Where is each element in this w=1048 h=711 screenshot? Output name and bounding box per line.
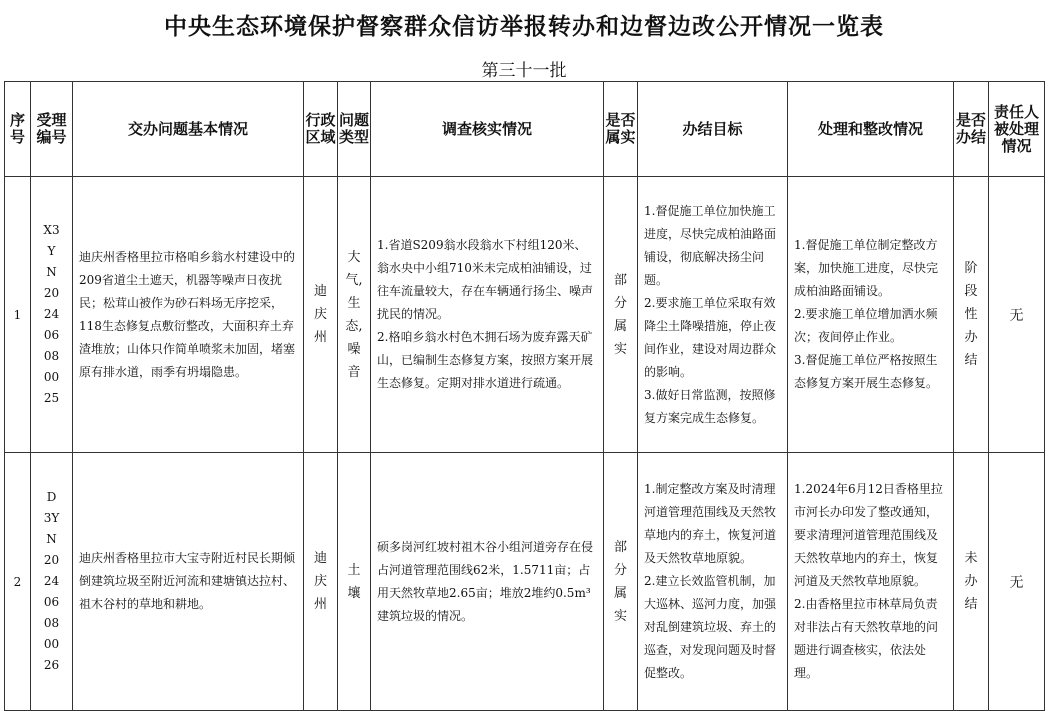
batch-subtitle: 第三十一批	[481, 61, 567, 81]
investigation-item: 1.省道S209翁水段翁水下村组120米、翁水央中小组710米未完成柏油铺设，过往车流量较大，存在车辆通行扬尘、噪声扰民的情况。	[377, 238, 594, 321]
row-closed: 阶段性办结	[954, 177, 989, 453]
goal-item: 1.督促施工单位加快施工进度，尽快完成柏油路面铺设，彻底解决扬尘问题。	[644, 203, 777, 287]
header-issue: 交办问题基本情况	[73, 82, 304, 177]
row-handling	[788, 453, 954, 711]
row-investigation	[371, 453, 604, 711]
row-goal	[638, 177, 788, 453]
row-seq: 1	[5, 177, 31, 453]
header-type: 问题类型	[338, 82, 371, 177]
row-issue: 迪庆州香格里拉市格咱乡翁水村建设中的209省道尘土遮天，机器等噪声日夜扰民；松茸山被作为砂石料场无序挖采，118生态修复点敷衍整改，大面积弃土弃渣堆放；山体只作简单喷浆未加固，堵塞原有排水道，雨季有坍塌隐患。	[73, 177, 304, 453]
row-type: 土壤	[338, 453, 371, 711]
row-verified: 部分属实	[604, 177, 638, 453]
header-closed: 是否办结	[954, 82, 989, 177]
row-region: 迪庆州	[304, 453, 338, 711]
header-accountability: 责任人被处理情况	[989, 82, 1045, 177]
table-row	[5, 177, 1045, 453]
header-case-no: 受理编号	[31, 82, 73, 177]
row-closed: 未办结	[954, 453, 989, 711]
investigation-item: 2.格咱乡翁水村色木拥石场为废弃露天矿山，已编制生态修复方案，按照方案开展生态修复。定期对排水道进行疏通。	[377, 330, 594, 390]
investigation-item: 硕多岗河红坡村祖木谷小组河道旁存在侵占河道管理范围线62米，1.5711亩；占用天然牧草地2.65亩；堆放2堆约0.5m³建筑垃圾的情况。	[377, 539, 594, 623]
goal-item: 1.制定整改方案及时清理河道管理范围线及天然牧草地内的弃土，恢复河道及天然牧草地原貌。	[644, 482, 777, 565]
page-title: 中央生态环境保护督察群众信访举报转办和边督边改公开情况一览表	[164, 14, 884, 40]
report-table	[4, 81, 1045, 711]
row-case-no: X3YN202406080025	[31, 177, 73, 453]
header-row	[5, 82, 1045, 177]
row-accountability: 无	[989, 453, 1045, 711]
row-accountability: 无	[989, 177, 1045, 453]
row-goal	[638, 453, 788, 711]
header-seq: 序号	[5, 82, 31, 177]
header-handling: 处理和整改情况	[788, 82, 954, 177]
header-verified: 是否属实	[604, 82, 638, 177]
goal-item: 2.要求施工单位采取有效降尘土降噪措施，停止夜间作业，建设对周边群众的影响。	[644, 295, 777, 379]
handling-item: 1.2024年6月12日香格里拉市河长办印发了整改通知，要求清理河道管理范围线及天然牧草地内的弃土，恢复河道及天然牧草地原貌。	[794, 482, 943, 588]
header-investigation: 调查核实情况	[371, 82, 604, 177]
table-row	[5, 453, 1045, 711]
header-goal: 办结目标	[638, 82, 788, 177]
handling-item: 3.督促施工单位严格按照生态修复方案开展生态修复。	[794, 353, 939, 390]
goal-item: 2.建立长效监管机制，加大巡林、巡河力度，加强对乱倒建筑垃圾、弃土的巡查，对发现问题及时督促整改。	[644, 574, 777, 680]
header-region: 行政区域	[304, 82, 338, 177]
handling-item: 2.由香格里拉市林草局负责对非法占有天然牧草地的问题进行调查核实，依法处理。	[794, 597, 939, 680]
row-seq: 2	[5, 453, 31, 711]
row-case-no: D3YN202406080026	[31, 453, 73, 711]
row-verified: 部分属实	[604, 453, 638, 711]
row-type: 大气,生态,噪音	[338, 177, 371, 453]
row-region: 迪庆州	[304, 177, 338, 453]
row-investigation	[371, 177, 604, 453]
row-handling	[788, 177, 954, 453]
handling-item: 2.要求施工单位增加洒水频次；夜间停止作业。	[794, 307, 938, 344]
handling-item: 1.督促施工单位制定整改方案，加快施工进度，尽快完成柏油路面铺设。	[794, 238, 939, 298]
row-issue: 迪庆州香格里拉市大宝寺附近村民长期倾倒建筑垃圾至附近河流和建塘镇达拉村、祖木谷村的草地和耕地。	[73, 453, 304, 711]
goal-item: 3.做好日常监测，按照修复方案完成生态修复。	[644, 387, 776, 425]
